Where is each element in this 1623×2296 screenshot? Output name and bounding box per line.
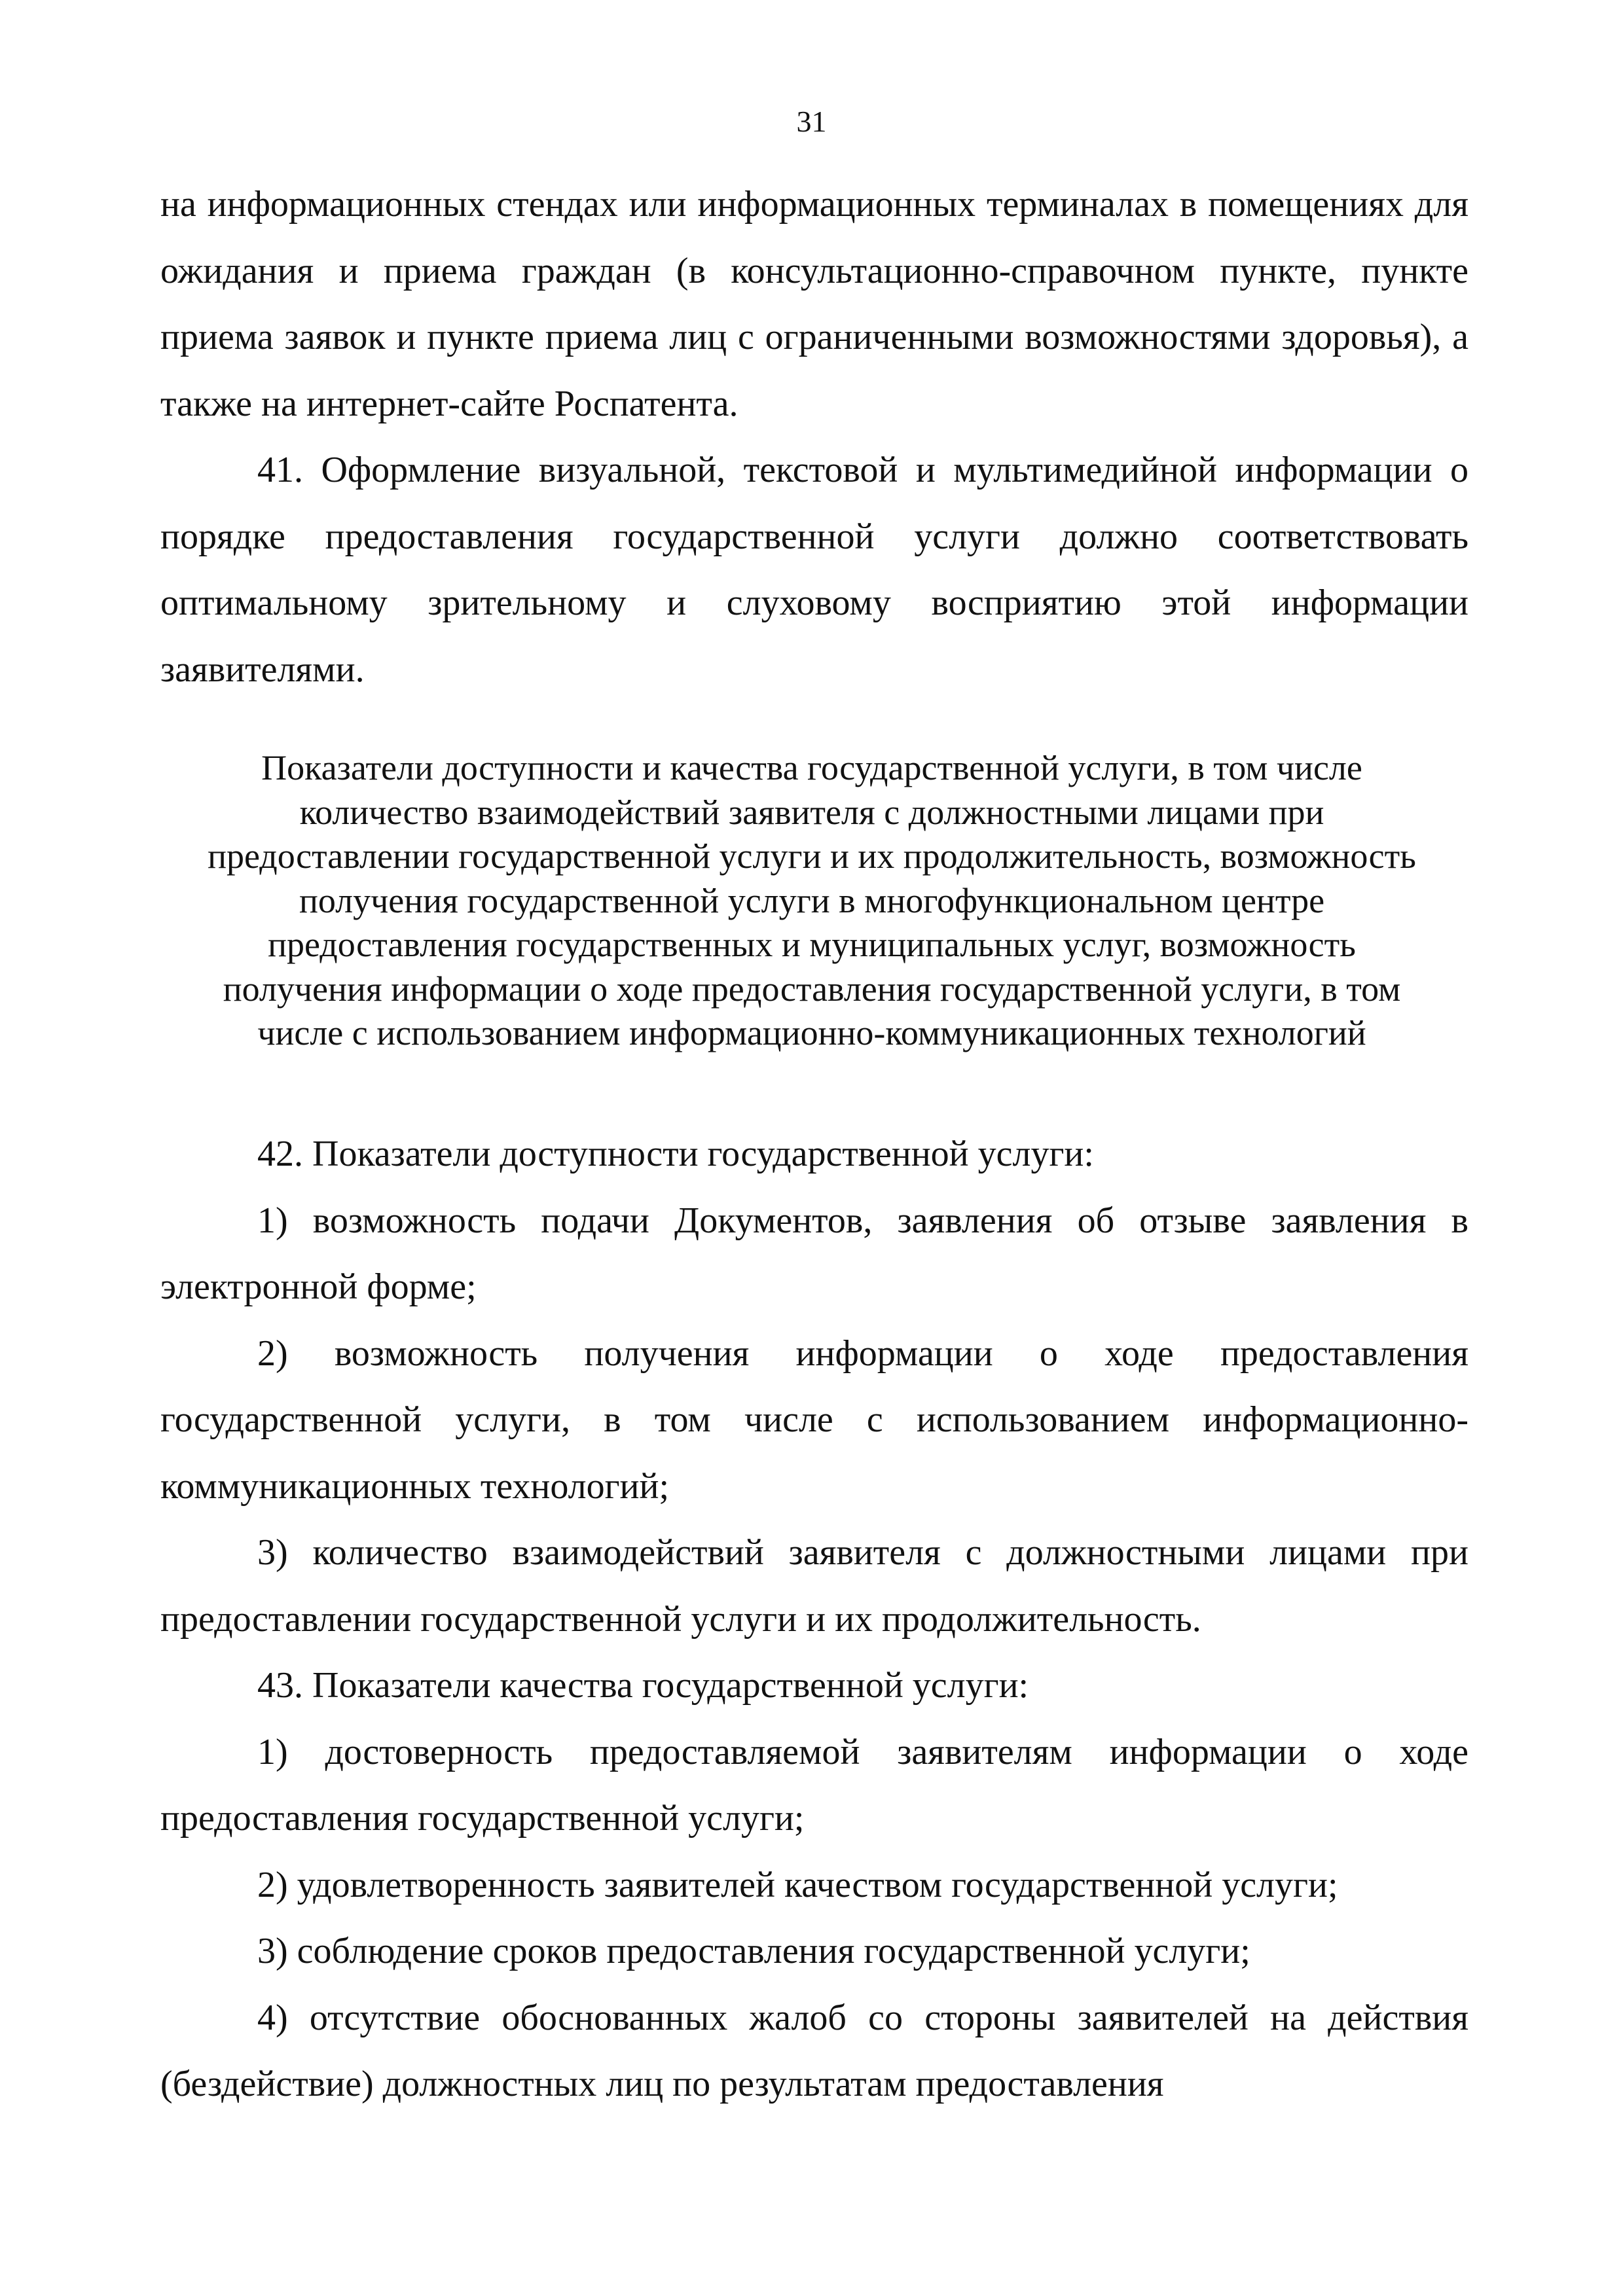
heading-line: предоставлении государственной услуги и их продолжительность, возможность: [208, 836, 1416, 876]
list-item-42-1: 1) возможность подачи Документов, заявления об отзыве заявления в электронной форме;: [160, 1200, 1468, 1307]
list-item-43-2: 2) удовлетворенность заявителей качеством государственной услуги;: [257, 1864, 1338, 1905]
heading-line: количество взаимодействий заявителя с должностными лицами при: [299, 792, 1324, 832]
list-item-43-3: 3) соблюдение сроков предоставления государственной услуги;: [257, 1931, 1250, 1971]
list-item-43-4: 4) отсутствие обоснованных жалоб со стороны заявителей на действия (бездействие) должностных лиц по результатам предоставления: [160, 1997, 1468, 2104]
bottom-text-block: [160, 1121, 1468, 2118]
heading-line: получения государственной услуги в многофункциональном центре: [299, 880, 1325, 920]
top-text-block: [160, 171, 1468, 703]
heading-line: Показатели доступности и качества государственной услуги, в том числе: [261, 748, 1362, 787]
heading-line: числе с использованием информационно-коммуникационных технологий: [257, 1013, 1366, 1052]
paragraph-41: 41. Оформление визуальной, текстовой и мультимедийной информации о порядке предоставления государственной услуги должно соответствовать оптимальному зрительному и слуховому восприятию этой информации заявителями.: [160, 450, 1468, 690]
page-number: 31: [796, 105, 827, 138]
list-item-42-3: 3) количество взаимодействий заявителя с должностными лицами при предоставлении государственной услуги и их продолжительность.: [160, 1532, 1468, 1640]
paragraph-43: 43. Показатели качества государственной услуги:: [257, 1665, 1029, 1706]
paragraph-42: 42. Показатели доступности государственной услуги:: [257, 1134, 1094, 1174]
list-item-43-1: 1) достоверность предоставляемой заявителям информации о ходе предоставления государственной услуги;: [160, 1731, 1468, 1839]
paragraph-continuation: на информационных стендах или информационных терминалах в помещениях для ожидания и приема граждан (в консультационно-справочном пункте, пункте приема заявок и пункте приема лиц с ограниченными возможностями здоровья), а также на интернет-сайте Роспатента.: [160, 184, 1468, 424]
list-item-42-2: 2) возможность получения информации о ходе предоставления государственной услуги, в том числе с использованием информационно-коммуникационных технологий;: [160, 1333, 1468, 1507]
heading-line: предоставления государственных и муниципальных услуг, возможность: [268, 925, 1356, 964]
section-heading: [151, 746, 1473, 1056]
heading-line: получения информации о ходе предоставления государственной услуги, в том: [223, 969, 1401, 1009]
